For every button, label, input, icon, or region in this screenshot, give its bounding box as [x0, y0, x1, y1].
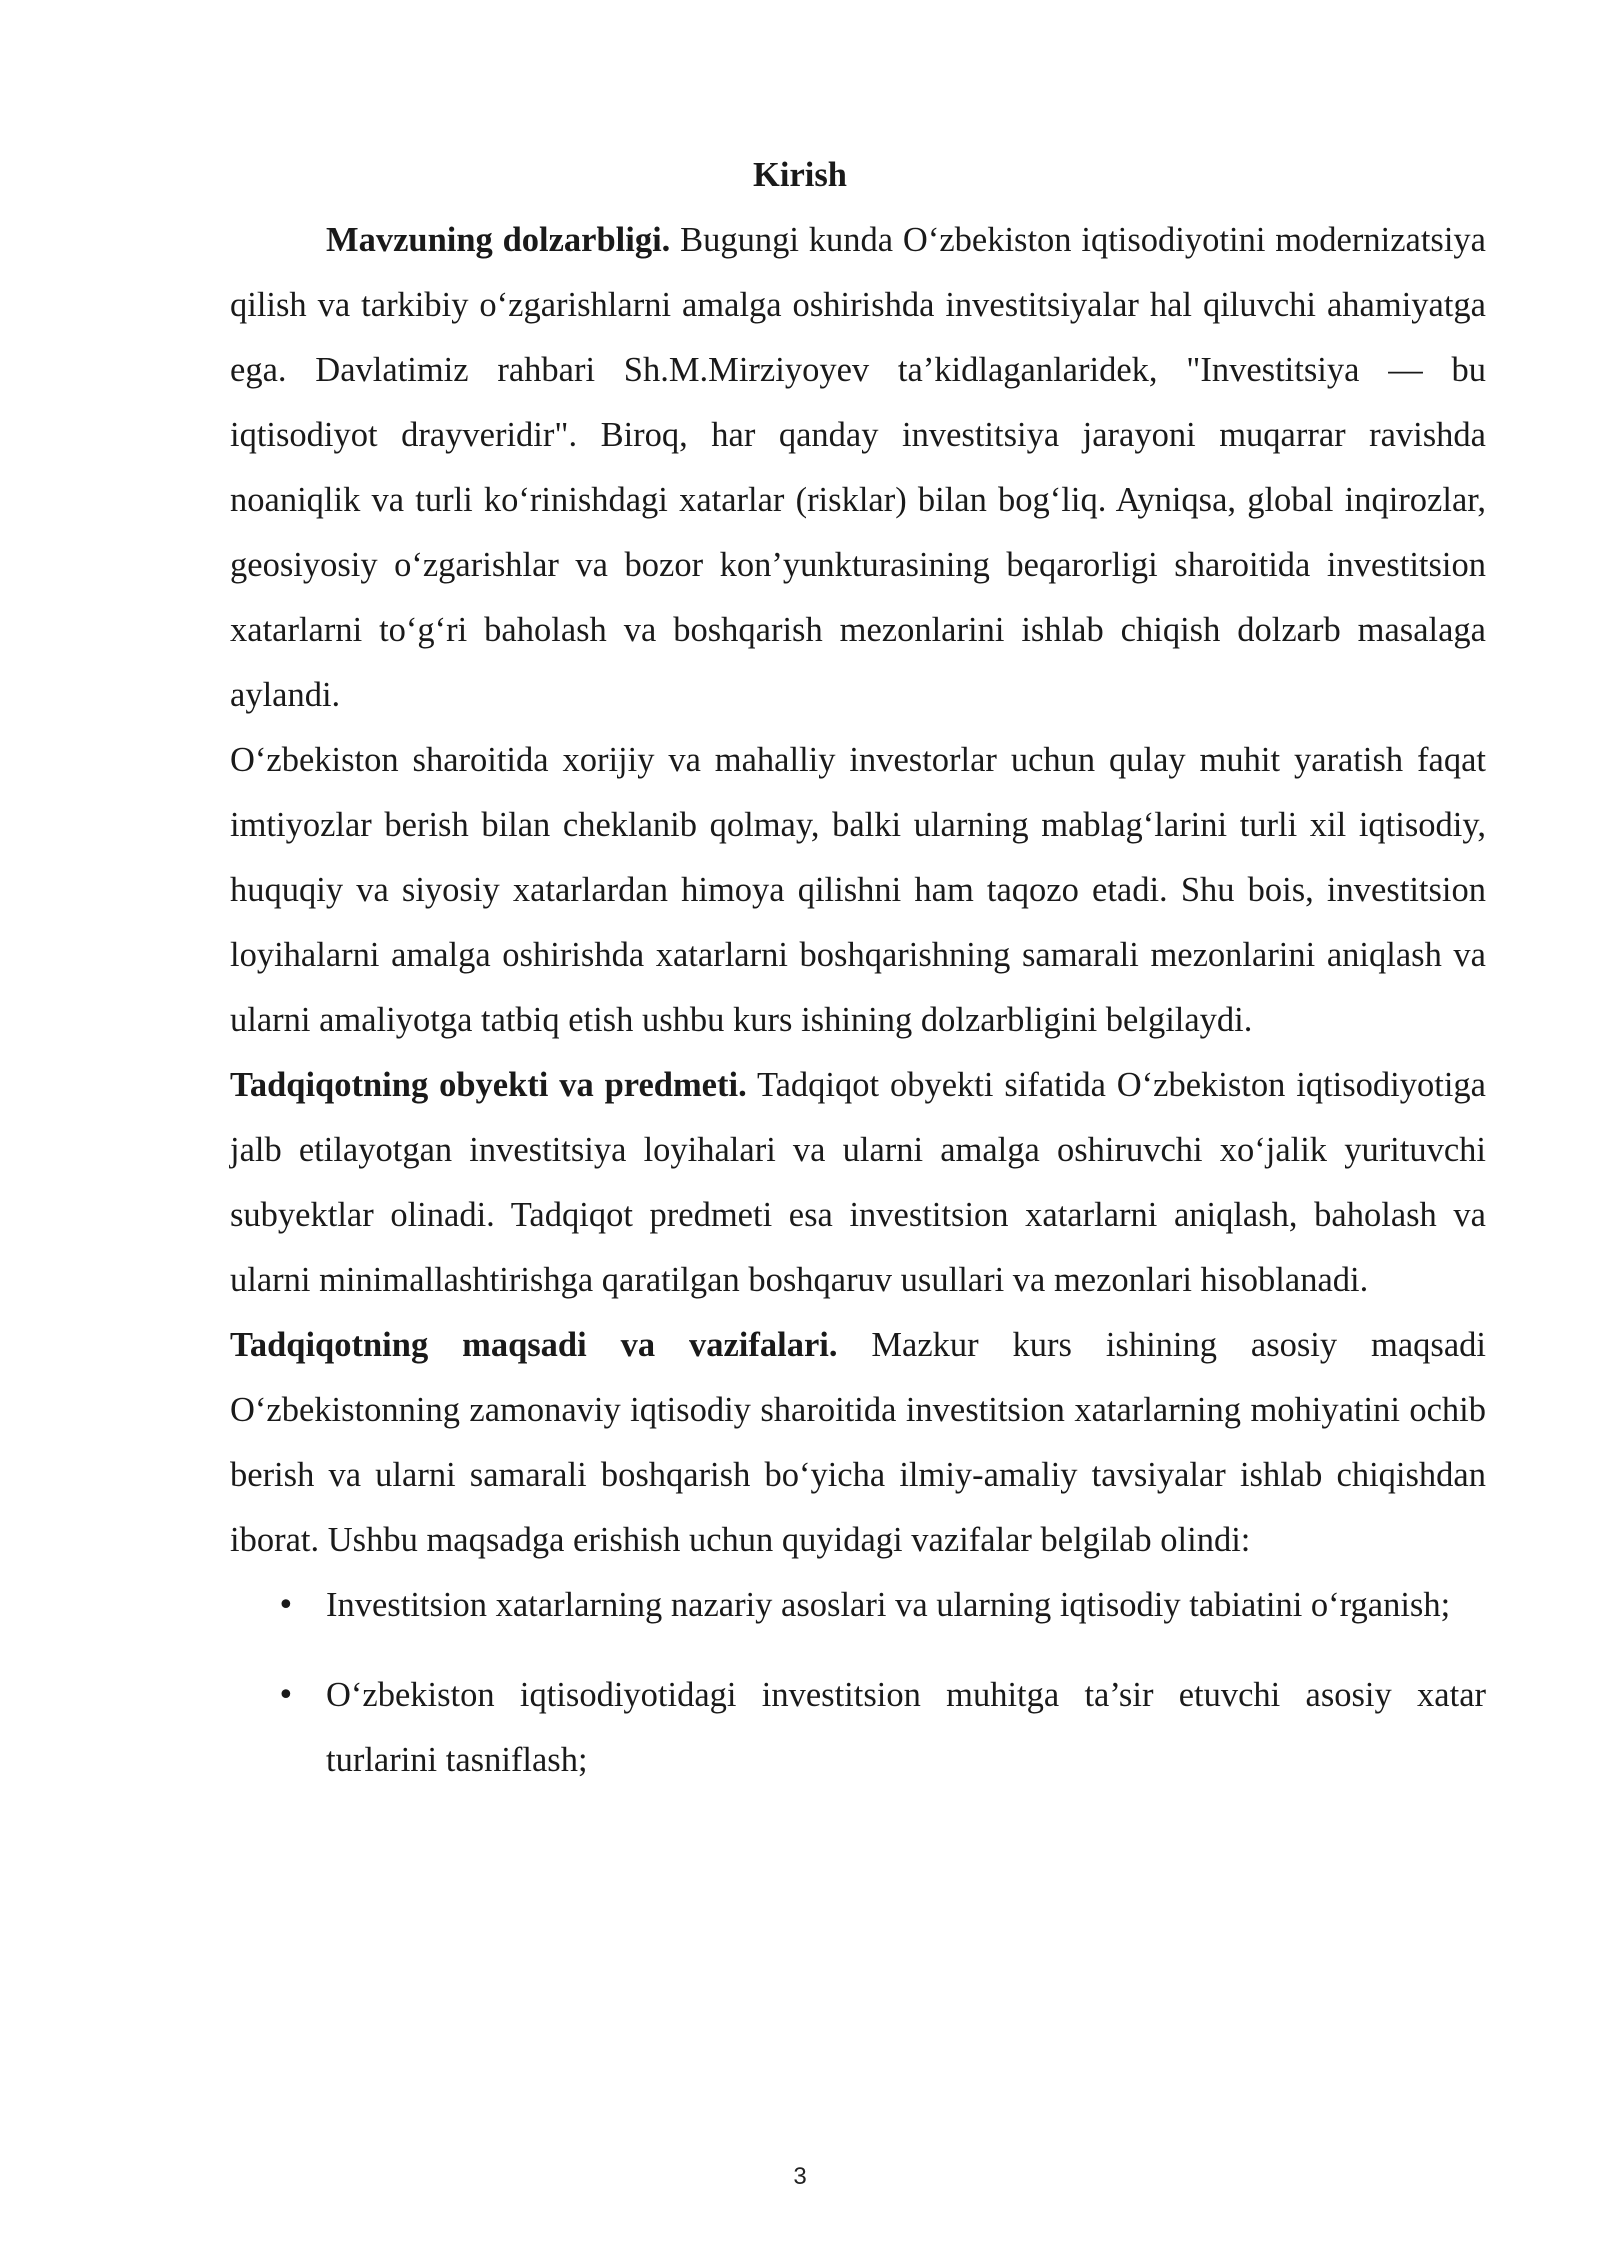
document-body [230, 208, 1486, 1793]
paragraph-text: Tadqiqot obyekti sifatida O‘zbekiston iqtisodiyotiga jalb etilayotgan investitsiya loyihalari va ularni amalga oshiruvchi xo‘jalik yurituvchi subyektlar olinadi. Tadqiqot predmeti esa investitsion xatarlarni aniqlash, baholash va ularni minimallashtirishga qaratilgan boshqaruv usullari va mezonlari hisoblanadi. [230, 1066, 1486, 1299]
page-number: 3 [793, 2163, 807, 2190]
paragraph-lead: Tadqiqotning maqsadi va vazifalari. [230, 1326, 838, 1364]
list-item-text: Investitsion xatarlarning nazariy asoslari va ularning iqtisodiy tabiatini o‘rganish; [326, 1586, 1451, 1624]
paragraph-text: Bugungi kunda O‘zbekiston iqtisodiyotini modernizatsiya qilish va tarkibiy o‘zgarishlarni amalga oshirishda investitsiyalar hal qiluvchi ahamiyatga ega. Davlatimiz rahbari Sh.M.Mirziyoyev ta’kidlaganlaridek, "Investitsiya — bu iqtisodiyot drayveridir". Biroq, har qanday investitsiya jarayoni muqarrar ravishda noaniqlik va turli ko‘rinishdagi xatarlar (risklar) bilan bog‘liq. Ayniqsa, global inqirozlar, geosiyosiy o‘zgarishlar va bozor kon’yunkturasining beqarorligi sharoitida investitsion xatarlarni to‘g‘ri baholash va boshqarish mezonlarini ishlab chiqish dolzarb masalaga aylandi. [230, 221, 1486, 714]
list-item-text: O‘zbekiston iqtisodiyotidagi investitsion muhitga ta’sir etuvchi asosiy xatar turlarini tasniflash; [326, 1676, 1486, 1779]
paragraph-investors [230, 728, 1486, 1053]
bullet-icon: • [277, 1678, 295, 1713]
paragraph-lead: Mavzuning dolzarbligi. [326, 221, 671, 259]
paragraph-object-subject [230, 1053, 1486, 1313]
paragraph-text: O‘zbekiston sharoitida xorijiy va mahalliy investorlar uchun qulay muhit yaratish faqat imtiyozlar berish bilan cheklanib qolmay, balki ularning mablag‘larini turli xil iqtisodiy, huquqiy va siyosiy xatarlardan himoya qilishni ham taqozo etadi. Shu bois, investitsion loyihalarni amalga oshirishda xatarlarni boshqarishning samarali mezonlarini aniqlash va ularni amaliyotga tatbiq etish ushbu kurs ishining dolzarbligini belgilaydi. [230, 741, 1486, 1039]
list-item [230, 1663, 1486, 1793]
paragraph-text: Mazkur kurs ishining asosiy maqsadi O‘zbekistonning zamonaviy iqtisodiy sharoitida investitsion xatarlarning mohiyatini ochib berish va ularni samarali boshqarish bo‘yicha ilmiy-amaliy tavsiyalar ishlab chiqishdan iborat. Ushbu maqsadga erishish uchun quyidagi vazifalar belgilab olindi: [230, 1326, 1487, 1559]
page-title: Kirish [753, 156, 847, 194]
paragraph-goals-tasks [230, 1313, 1486, 1573]
list-item [230, 1573, 1486, 1638]
task-list [230, 1573, 1486, 1793]
bullet-icon: • [277, 1588, 295, 1623]
paragraph-relevance [230, 208, 1486, 728]
paragraph-lead: Tadqiqotning obyekti va predmeti. [230, 1066, 747, 1104]
